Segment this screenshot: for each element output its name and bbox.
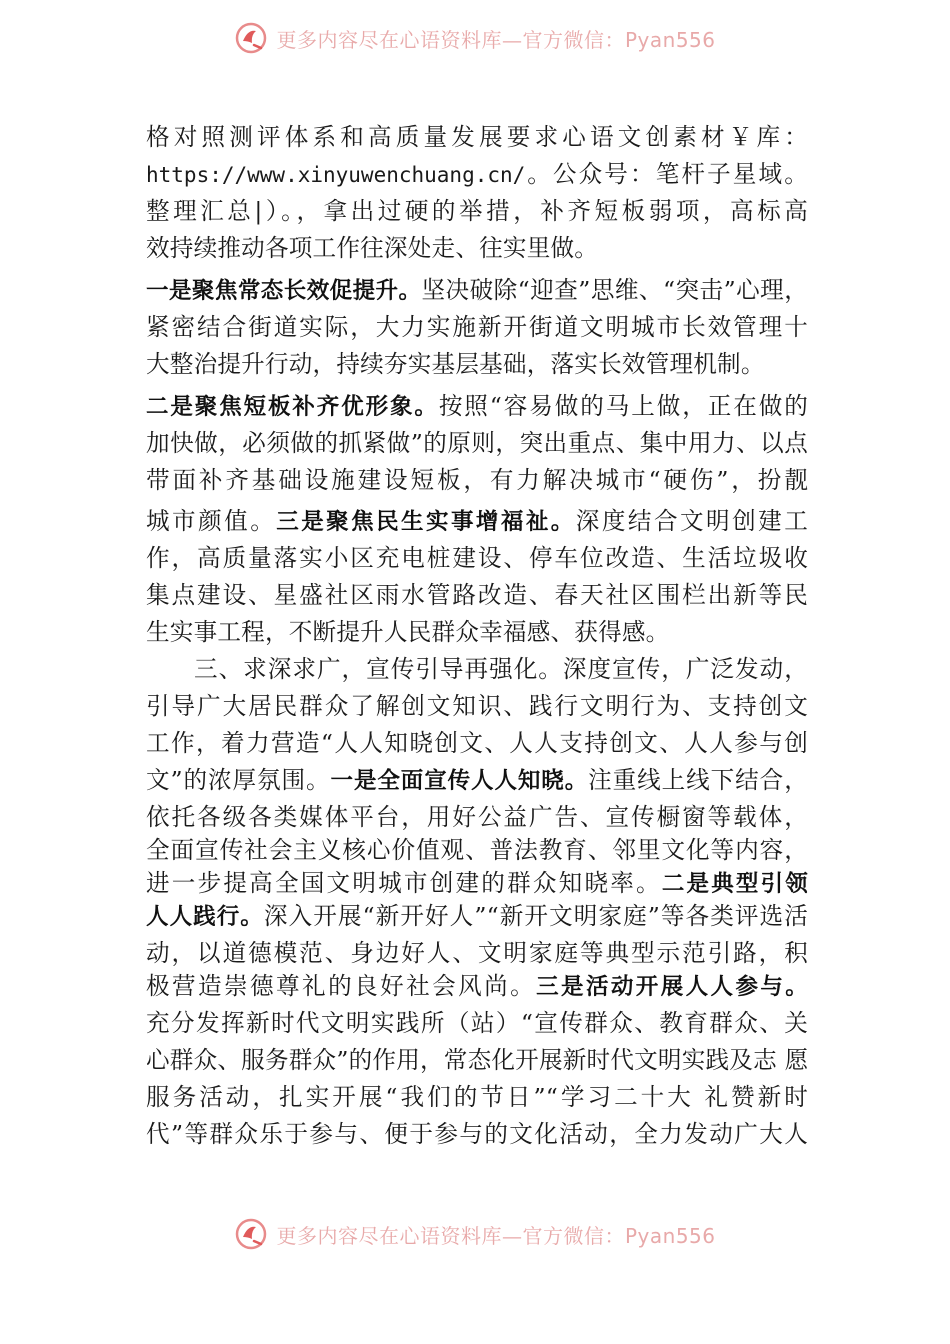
text-line: 带面补齐基础设施建设短板，有力解决城市“硬伤”，扮靓 (146, 466, 808, 494)
watermark-id: Pyan556 (624, 1223, 716, 1248)
text-line-lead: 城市颜值。 (146, 507, 277, 535)
text-line-lead: 文”的浓厚氛围。 (146, 766, 331, 794)
header-watermark (0, 14, 950, 62)
text-line-rest: 深入开展“新开好人”“新开文明家庭”等各类评选活 (263, 902, 808, 930)
text-line: 充分发挥新时代文明实践所（站）“宣传群众、教育群众、关 (146, 1009, 808, 1037)
text-line-rest: 注重线上线下结合， (588, 766, 808, 794)
section-heading-line: 三、求深求广，宣传引导再强化。深度宣传，广泛发动， (194, 655, 808, 683)
text-line: 服务活动，扎实开展“我们的节日”“学习二十大 礼赞新时 (146, 1083, 808, 1111)
text-line (146, 504, 808, 538)
text-line: 生实事工程，不断提升人民群众幸福感、获得感。 (146, 618, 670, 646)
bold-heading: 三是活动开展人人参与。 (536, 974, 808, 1000)
text-line-rest: 深度结合文明创建工 (575, 507, 808, 535)
text-line: 代”等群众乐于参与、便于参与的文化活动，全力发动广大人 (146, 1120, 808, 1148)
text-line: 动，以道德模范、身边好人、文明家庭等典型示范引路，积 (146, 939, 808, 967)
text-line-rest: 按照“容易做的马上做，正在做的 (438, 392, 808, 420)
text-line: 加快做，必须做的抓紧做”的原则，突出重点、集中用力、以点 (146, 429, 808, 457)
bold-heading: 二是聚焦短板补齐优形象。 (146, 394, 439, 420)
text-line: 引导广大居民群众了解创文知识、践行文明行为、支持创文 (146, 692, 808, 720)
watermark-text: 更多内容尽在心语资料库—官方微信：Pyan556 (276, 27, 716, 52)
text-line (146, 763, 808, 797)
text-line: 大整治提升行动，持续夯实基层基础，落实长效管理机制。 (146, 350, 765, 378)
text-line (146, 899, 808, 933)
text-line: 依托各级各类媒体平台，用好公益广告、宣传橱窗等载体， (146, 803, 808, 831)
seal-logo-icon (234, 21, 268, 55)
text-line-lead: 极营造崇德尊礼的良好社会风尚。 (146, 972, 537, 1000)
watermark-id: Pyan556 (624, 27, 716, 52)
text-line: 心群众、服务群众”的作用，常态化开展新时代文明实践及志 愿 (146, 1046, 809, 1074)
bold-heading: 人人践行。 (146, 904, 264, 930)
url-link[interactable]: https://www.xinyuwenchuang.cn/ (146, 163, 526, 187)
text-line-rest: 坚决破除“迎查”思维、“突击”心理， (421, 276, 808, 304)
text-line: 集点建设、星盛社区雨水管路改造、春天社区围栏出新等民 (146, 581, 808, 609)
text-line: 效持续推动各项工作往深处走、往实里做。 (146, 234, 599, 262)
text-line (146, 969, 808, 1003)
text-line-lead: 进一步提高全国文明城市创建的群众知晓率。 (146, 869, 662, 897)
text-line: 格对照测评体系和高质量发展要求心语文创素材￥库： (146, 123, 808, 151)
text-line-rest: 。公众号：笔杆子星域。 (525, 160, 808, 188)
bold-heading: 二是典型引领 (661, 871, 808, 897)
text-line (146, 273, 808, 307)
text-line: 整理汇总|）。，拿出过硬的举措，补齐短板弱项，高标高 (146, 197, 808, 225)
bold-heading: 一是聚焦常态长效促提升。 (146, 278, 422, 304)
watermark-text: 更多内容尽在心语资料库—官方微信：Pyan556 (276, 1223, 716, 1248)
text-line: 全面宣传社会主义核心价值观、普法教育、邻里文化等内容， (146, 836, 808, 864)
text-line (146, 389, 808, 423)
text-line: 紧密结合街道实际，大力实施新开街道文明城市长效管理十 (146, 313, 808, 341)
text-line (146, 157, 808, 191)
bold-heading: 三是聚焦民生实事增福祉。 (276, 509, 576, 535)
text-line: 作，高质量落实小区充电桩建设、停车位改造、生活垃圾收 (146, 544, 808, 572)
text-line (146, 866, 808, 900)
seal-logo-icon (234, 1217, 268, 1251)
text-line: 工作，着力营造“人人知晓创文、人人支持创文、人人参与创 (146, 729, 808, 757)
footer-watermark (0, 1210, 950, 1258)
bold-heading: 一是全面宣传人人知晓。 (330, 768, 589, 794)
